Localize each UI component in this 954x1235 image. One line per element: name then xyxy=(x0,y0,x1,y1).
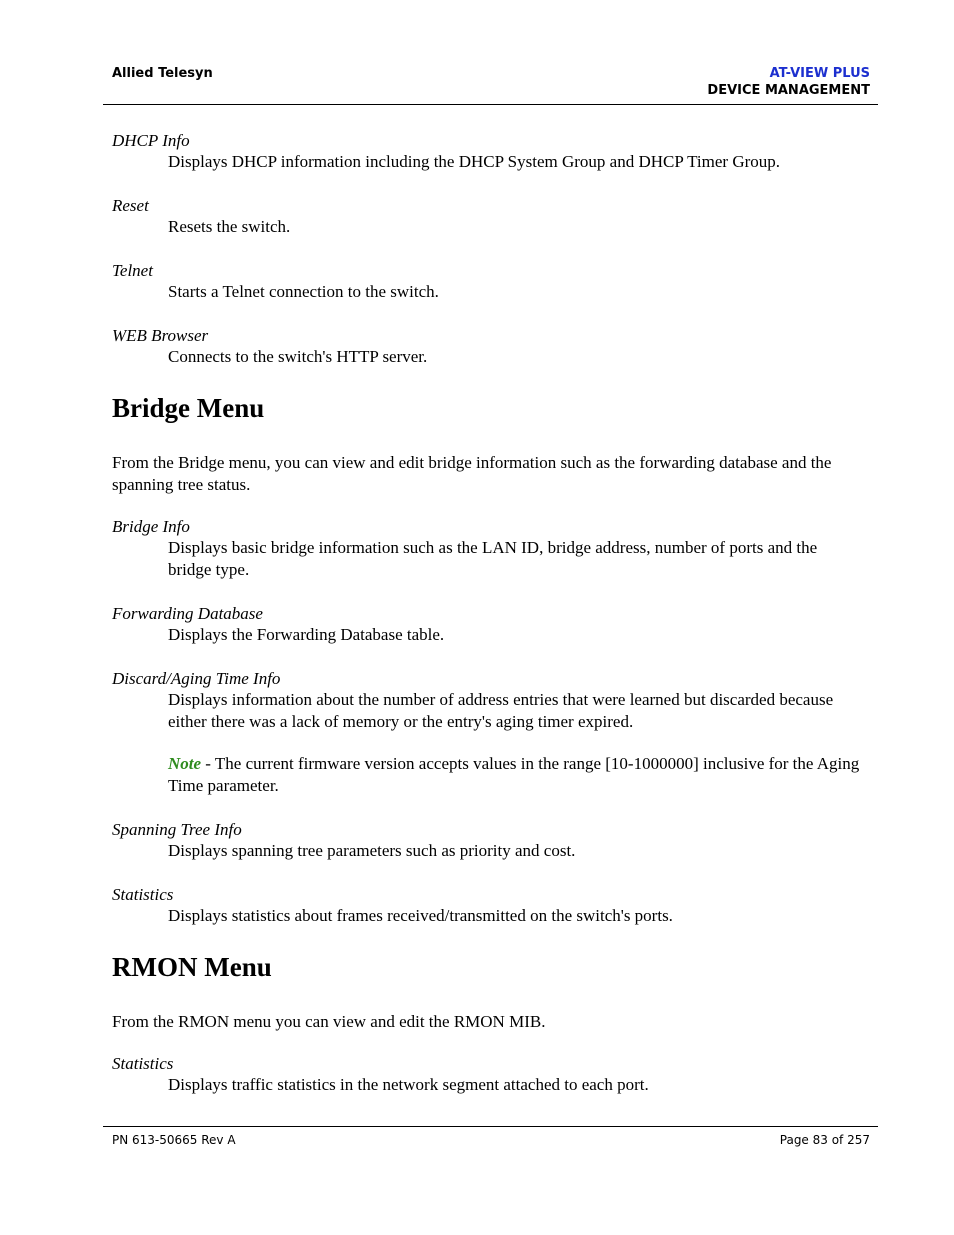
page-header xyxy=(103,60,878,105)
entry-description: Displays the Forwarding Database table. xyxy=(168,625,445,644)
entry-forwarding-database xyxy=(112,603,862,646)
note-label: Note xyxy=(168,754,202,773)
entry-description: Connects to the switch's HTTP server. xyxy=(168,347,428,366)
entry-description: Displays spanning tree parameters such as priority and cost. xyxy=(168,841,576,860)
entry-description: Displays basic bridge information such as the LAN ID, bridge address, number of ports and the bridge type. xyxy=(168,538,818,579)
entry-description: Displays DHCP information including the DHCP System Group and DHCP Timer Group. xyxy=(168,152,781,171)
rmon-menu-intro: From the RMON menu you can view and edit the RMON MIB. xyxy=(112,1012,546,1031)
company-name: Allied Telesyn xyxy=(112,66,213,81)
entry-bridge-info xyxy=(112,516,862,581)
page-number: Page 83 of 257 xyxy=(779,1133,870,1147)
entry-discard-aging-time-info xyxy=(112,668,862,797)
entry-bridge-statistics xyxy=(112,884,862,927)
entry-description: Displays traffic statistics in the network segment attached to each port. xyxy=(168,1075,649,1094)
entry-description: Starts a Telnet connection to the switch. xyxy=(168,282,439,301)
entry-dhcp-info xyxy=(112,130,862,173)
entry-term: WEB Browser xyxy=(112,326,209,345)
entry-rmon-statistics xyxy=(112,1053,862,1096)
entry-term: Statistics xyxy=(112,885,174,904)
page-content xyxy=(112,130,862,1118)
section-name: DEVICE MANAGEMENT xyxy=(707,83,870,98)
entry-term: Discard/Aging Time Info xyxy=(112,669,281,688)
product-name: AT-VIEW PLUS xyxy=(769,66,870,81)
entry-reset xyxy=(112,195,862,238)
bridge-menu-heading: Bridge Menu xyxy=(112,393,265,423)
aging-time-note xyxy=(168,753,862,797)
entry-telnet xyxy=(112,260,862,303)
entry-description: Displays statistics about frames received/transmitted on the switch's ports. xyxy=(168,906,673,925)
entry-term: Bridge Info xyxy=(112,517,190,536)
entry-term: DHCP Info xyxy=(112,131,190,150)
page-footer xyxy=(103,1126,878,1147)
entry-description: Displays information about the number of address entries that were learned but discarded because either there was a lack of memory or the entry's aging timer expired. xyxy=(168,690,834,731)
entry-term: Forwarding Database xyxy=(112,604,263,623)
entry-spanning-tree-info xyxy=(112,819,862,862)
rmon-menu-heading: RMON Menu xyxy=(112,952,272,982)
entry-term: Reset xyxy=(112,196,149,215)
bridge-menu-intro: From the Bridge menu, you can view and edit bridge information such as the forwarding database and the spanning tree status. xyxy=(112,453,832,494)
entry-term: Spanning Tree Info xyxy=(112,820,242,839)
note-text: - The current firmware version accepts values in the range [10-1000000] inclusive for the Aging Time parameter. xyxy=(168,754,860,795)
entry-term: Telnet xyxy=(112,261,153,280)
part-number: PN 613-50665 Rev A xyxy=(112,1133,236,1147)
entry-term: Statistics xyxy=(112,1054,174,1073)
entry-description: Resets the switch. xyxy=(168,217,291,236)
entry-web-browser xyxy=(112,325,862,368)
